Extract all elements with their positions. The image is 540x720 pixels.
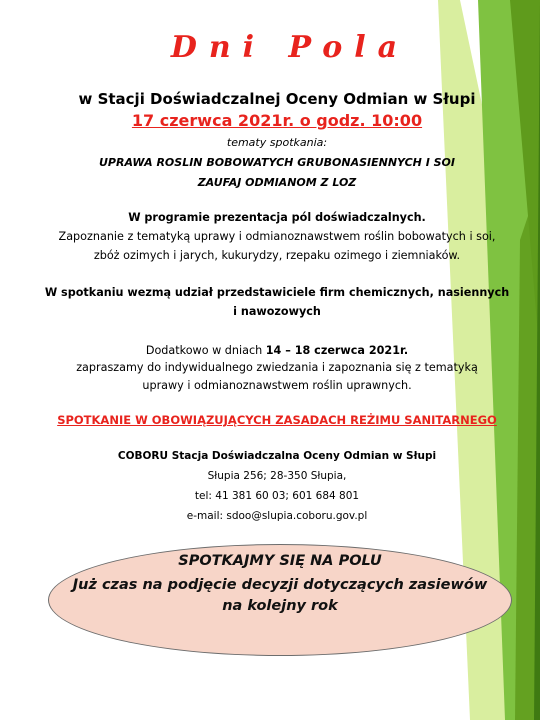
topics-label: tematy spotkania:: [226, 136, 328, 149]
participants-text: i nawozowych: [233, 305, 321, 318]
contact-phone: tel: 41 381 60 03; 601 684 801: [194, 490, 360, 502]
program-text: Zapoznanie z tematyką uprawy i odmianoznawstwem roślin bobowatych i soi,: [58, 230, 496, 243]
slogan-line: Już czas na podjęcie decyzji dotyczących zasiewów: [72, 577, 488, 593]
additional-text: zapraszamy do indywidualnego zwiedzania i zapoznania się z tematyką: [76, 361, 478, 374]
poster-subtitle: w Stacji Doświadczalnej Oceny Odmian w Słupi: [78, 90, 476, 108]
slogan-line: na kolejny rok: [222, 598, 338, 614]
additional-dates: 14 – 18 czerwca 2021r.: [265, 344, 409, 357]
topic-item: ZAUFAJ ODMIANOM Z LOZ: [197, 176, 357, 189]
sanitary-notice: SPOTKANIE W OBOWIĄZUJĄCYCH ZASADACH REŻIMU SANITARNEGO: [57, 413, 497, 427]
slogan-line: SPOTKAJMY SIĘ NA POLU: [178, 553, 382, 569]
topic-item: UPRAWA ROSLIN BOBOWATYCH GRUBONASIENNYCH I SOI: [99, 156, 455, 169]
contact-email: e-mail: sdoo@slupia.coboru.gov.pl: [186, 510, 368, 522]
additional-prefix: Dodatkowo w dniach: [145, 344, 266, 357]
poster-title: Dni Pola: [170, 30, 410, 65]
event-date: 17 czerwca 2021r. o godz. 10:00: [131, 111, 423, 130]
program-heading: W programie prezentacja pól doświadczalnych.: [128, 211, 426, 224]
additional-text: uprawy i odmianoznawstwem roślin uprawnych.: [142, 379, 412, 392]
participants-text: W spotkaniu wezmą udział przedstawiciele firm chemicznych, nasiennych: [44, 286, 510, 299]
contact-name: COBORU Stacja Doświadczalna Oceny Odmian w Słupi: [117, 450, 437, 462]
program-text: zbóż ozimych i jarych, kukurydzy, rzepaku ozimego i ziemniaków.: [93, 249, 461, 262]
contact-address: Słupia 256; 28-350 Słupia,: [207, 470, 347, 482]
